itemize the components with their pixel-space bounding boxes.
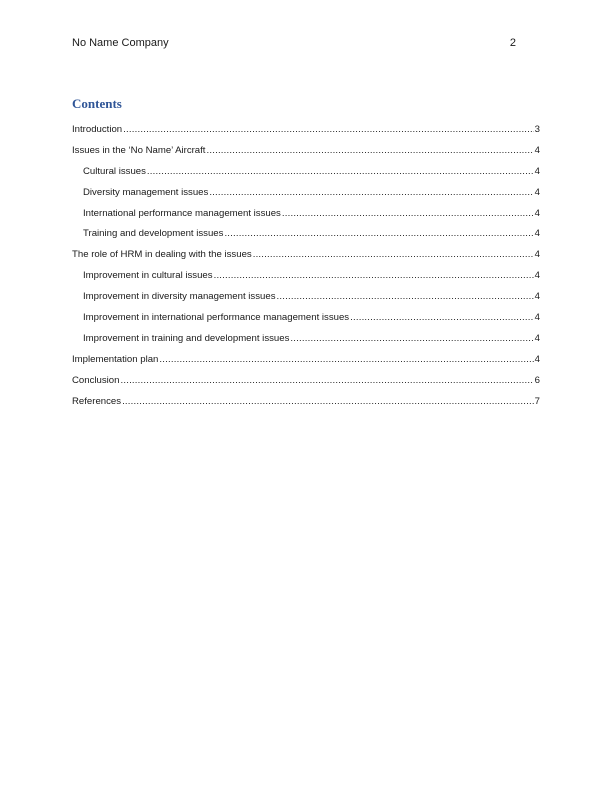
- toc-entry-implementation-plan[interactable]: [72, 354, 540, 375]
- toc-entry-label: Issues in the ‘No Name’ Aircraft: [72, 144, 206, 156]
- toc-leader-dots: [206, 145, 533, 156]
- toc-entry-page: 4: [534, 249, 540, 261]
- toc-leader-dots: [122, 396, 534, 407]
- toc-entry-improvement-training[interactable]: [72, 333, 540, 354]
- toc-entry-page: 4: [534, 312, 540, 324]
- toc-entry-references[interactable]: [72, 396, 540, 417]
- toc-entry-label: References: [72, 395, 122, 407]
- toc-entry-conclusion[interactable]: [72, 375, 540, 396]
- toc-entry-label: International performance management issues: [83, 207, 281, 219]
- toc-entry-label: Introduction: [72, 124, 123, 135]
- toc-leader-dots: [253, 249, 534, 260]
- toc-entry-page: 7: [534, 395, 540, 407]
- toc-entry-diversity-issues[interactable]: [72, 187, 540, 208]
- toc-entry-label: Implementation plan: [72, 353, 159, 365]
- toc-entry-page: 4: [534, 207, 540, 219]
- toc-entry-improvement-performance[interactable]: [72, 312, 540, 333]
- toc-entry-improvement-cultural[interactable]: [72, 270, 540, 291]
- toc-entry-label: Conclusion: [72, 374, 120, 386]
- toc-entry-performance-issues[interactable]: [72, 208, 540, 229]
- toc-leader-dots: [120, 375, 533, 386]
- toc-entry-role-of-hrm[interactable]: [72, 249, 540, 270]
- header-company-name: No Name Company: [72, 37, 169, 49]
- toc-leader-dots: [290, 333, 533, 344]
- toc-entry-label: Improvement in international performance management issues: [83, 312, 350, 324]
- toc-leader-dots: [277, 291, 534, 302]
- toc-entry-training-issues[interactable]: [72, 228, 540, 249]
- toc-entry-page: 4: [534, 228, 540, 240]
- toc-leader-dots: [159, 354, 533, 365]
- toc-entry-label: Improvement in training and development issues: [83, 332, 290, 344]
- toc-entry-page: 4: [534, 332, 540, 344]
- toc-entry-page: 3: [534, 124, 540, 135]
- toc-leader-dots: [224, 228, 533, 239]
- toc-entry-page: 4: [534, 353, 540, 365]
- toc-entry-label: Cultural issues: [83, 165, 146, 177]
- toc-leader-dots: [123, 124, 534, 135]
- toc-entry-improvement-diversity[interactable]: [72, 291, 540, 312]
- toc-leader-dots: [282, 208, 534, 219]
- toc-leader-dots: [147, 166, 534, 177]
- toc-entry-label: The role of HRM in dealing with the issues: [72, 249, 252, 261]
- table-of-contents: [72, 124, 540, 416]
- toc-entry-page: 4: [534, 165, 540, 177]
- toc-entry-label: Training and development issues: [83, 228, 224, 240]
- toc-entry-label: Improvement in diversity management issues: [83, 291, 276, 303]
- toc-entry-label: Diversity management issues: [83, 186, 209, 198]
- toc-leader-dots: [214, 270, 534, 281]
- toc-leader-dots: [209, 187, 533, 198]
- toc-entry-cultural-issues[interactable]: [72, 166, 540, 187]
- toc-entry-page: 4: [534, 144, 540, 156]
- toc-entry-page: 6: [534, 374, 540, 386]
- toc-entry-label: Improvement in cultural issues: [83, 270, 213, 282]
- toc-entry-issues[interactable]: [72, 145, 540, 166]
- toc-entry-introduction[interactable]: [72, 124, 540, 145]
- toc-entry-page: 4: [534, 270, 540, 282]
- header-page-number: 2: [509, 37, 516, 49]
- toc-leader-dots: [350, 312, 534, 323]
- toc-entry-page: 4: [534, 291, 540, 303]
- toc-entry-page: 4: [534, 186, 540, 198]
- toc-title: Contents: [72, 96, 122, 111]
